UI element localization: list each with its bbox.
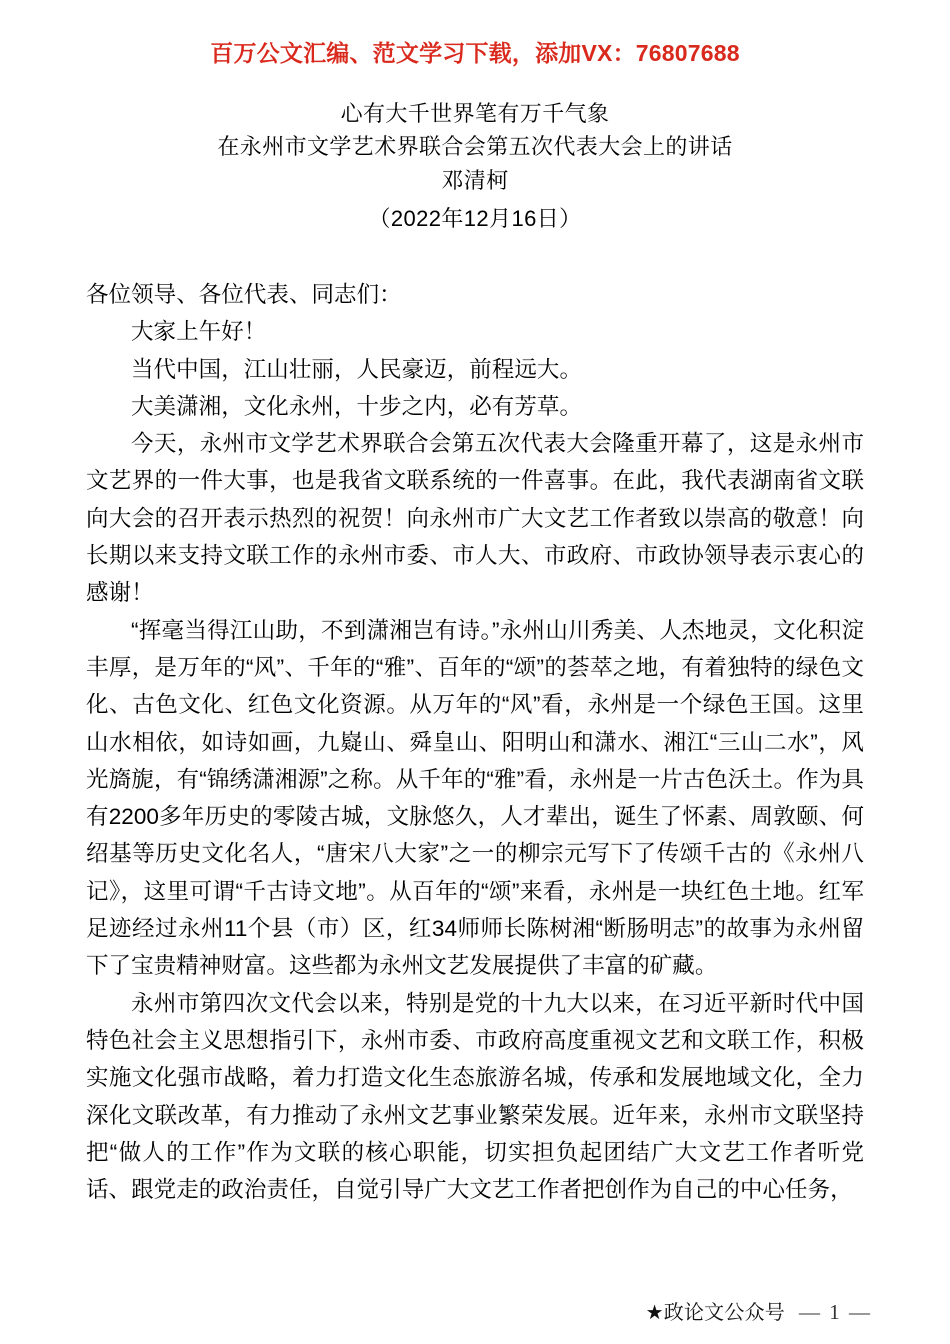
footer-watermark: ★政论文公众号 — [645, 1302, 785, 1324]
title-block — [0, 98, 950, 240]
paragraph-salutation: 各位领导、各位代表、同志们： — [86, 282, 402, 307]
document-author: 邓清柯 — [441, 168, 509, 193]
paragraph-2: “挥毫当得江山助，不到潇湘岂有诗。”永州山川秀美、人杰地灵，文化积淀丰厚，是万年的“风”、千年的“雅”、百年的“颂”的荟萃之地，有着独特的绿色文化、古色文化、红色文化资源。从万年的“风”看，永州是一个绿色王国。这里山水相依，如诗如画，九嶷山、舜皇山、阳明山和潇水、湘江“三山二水”，风光旖旎，有“锦绣潇湘源”之称。从千年的“雅”看，永州是一片古色沃土。作为具有2200多年历史的零陵古城，文脉悠久，人才辈出，诞生了怀素、周敦颐、何绍基等历史文化名人，“唐宋八大家”之一的柳宗元写下了传颂千古的《永州八记》，这里可谓“千古诗文地”。从百年的“颂”来看，永州是一块红色土地。红军足迹经过永州11个县（市）区，红34师师长陈树湘“断肠明志”的故事为永州留下了宝贵精神财富。这些都为永州文艺发展提供了丰富的矿藏。 — [86, 617, 864, 979]
paragraph-line-china: 当代中国，江山壮丽，人民豪迈，前程远大。 — [131, 356, 583, 382]
paragraph-3: 永州市第四次文代会以来，特别是党的十九大以来，在习近平新时代中国特色社会主义思想指引下，永州市委、市政府高度重视文艺和文联工作，积极实施文化强市战略，着力打造文化生态旅游名城，传承和发展地域文化，全力深化文联改革，有力推动了永州文艺事业繁荣发展。近年来，永州市文联坚持把“做人的工作”作为文联的核心职能，切实担负起团结广大文艺工作者听党话、跟党走的政治责任，自觉引导广大文艺工作者把创作为自己的中心任务， — [86, 990, 864, 1203]
page-footer — [0, 1292, 950, 1326]
footer-inner — [646, 1299, 872, 1326]
document-title-main: 心有大千世界笔有万千气象 — [340, 101, 610, 126]
paragraph-line-xiaoxiang: 大美潇湘，文化永州，十步之内，必有芳草。 — [131, 393, 583, 419]
document-date: （2022年12月16日） — [368, 206, 582, 231]
promo-banner-text: 百万公文汇编、范文学习下载，添加VX：76807688 — [210, 40, 740, 66]
document-body — [86, 276, 864, 1208]
paragraph-1: 今天，永州市文学艺术界联合会第五次代表大会隆重开幕了，这是永州市文艺界的一件大事，也是我省文联系统的一件喜事。在此，我代表湖南省文联向大会的召开表示热烈的祝贺！向永州市广大文艺工作者致以崇高的敬意！向长期以来支持文联工作的永州市委、市人大、市政府、市政协领导表示衷心的感谢！ — [86, 431, 864, 606]
document-title-subtitle: 在永州市文学艺术界联合会第五次代表大会上的讲话 — [217, 134, 733, 159]
paragraph-greeting: 大家上午好！ — [131, 319, 267, 345]
page-number: — 1 — — [799, 1300, 872, 1324]
